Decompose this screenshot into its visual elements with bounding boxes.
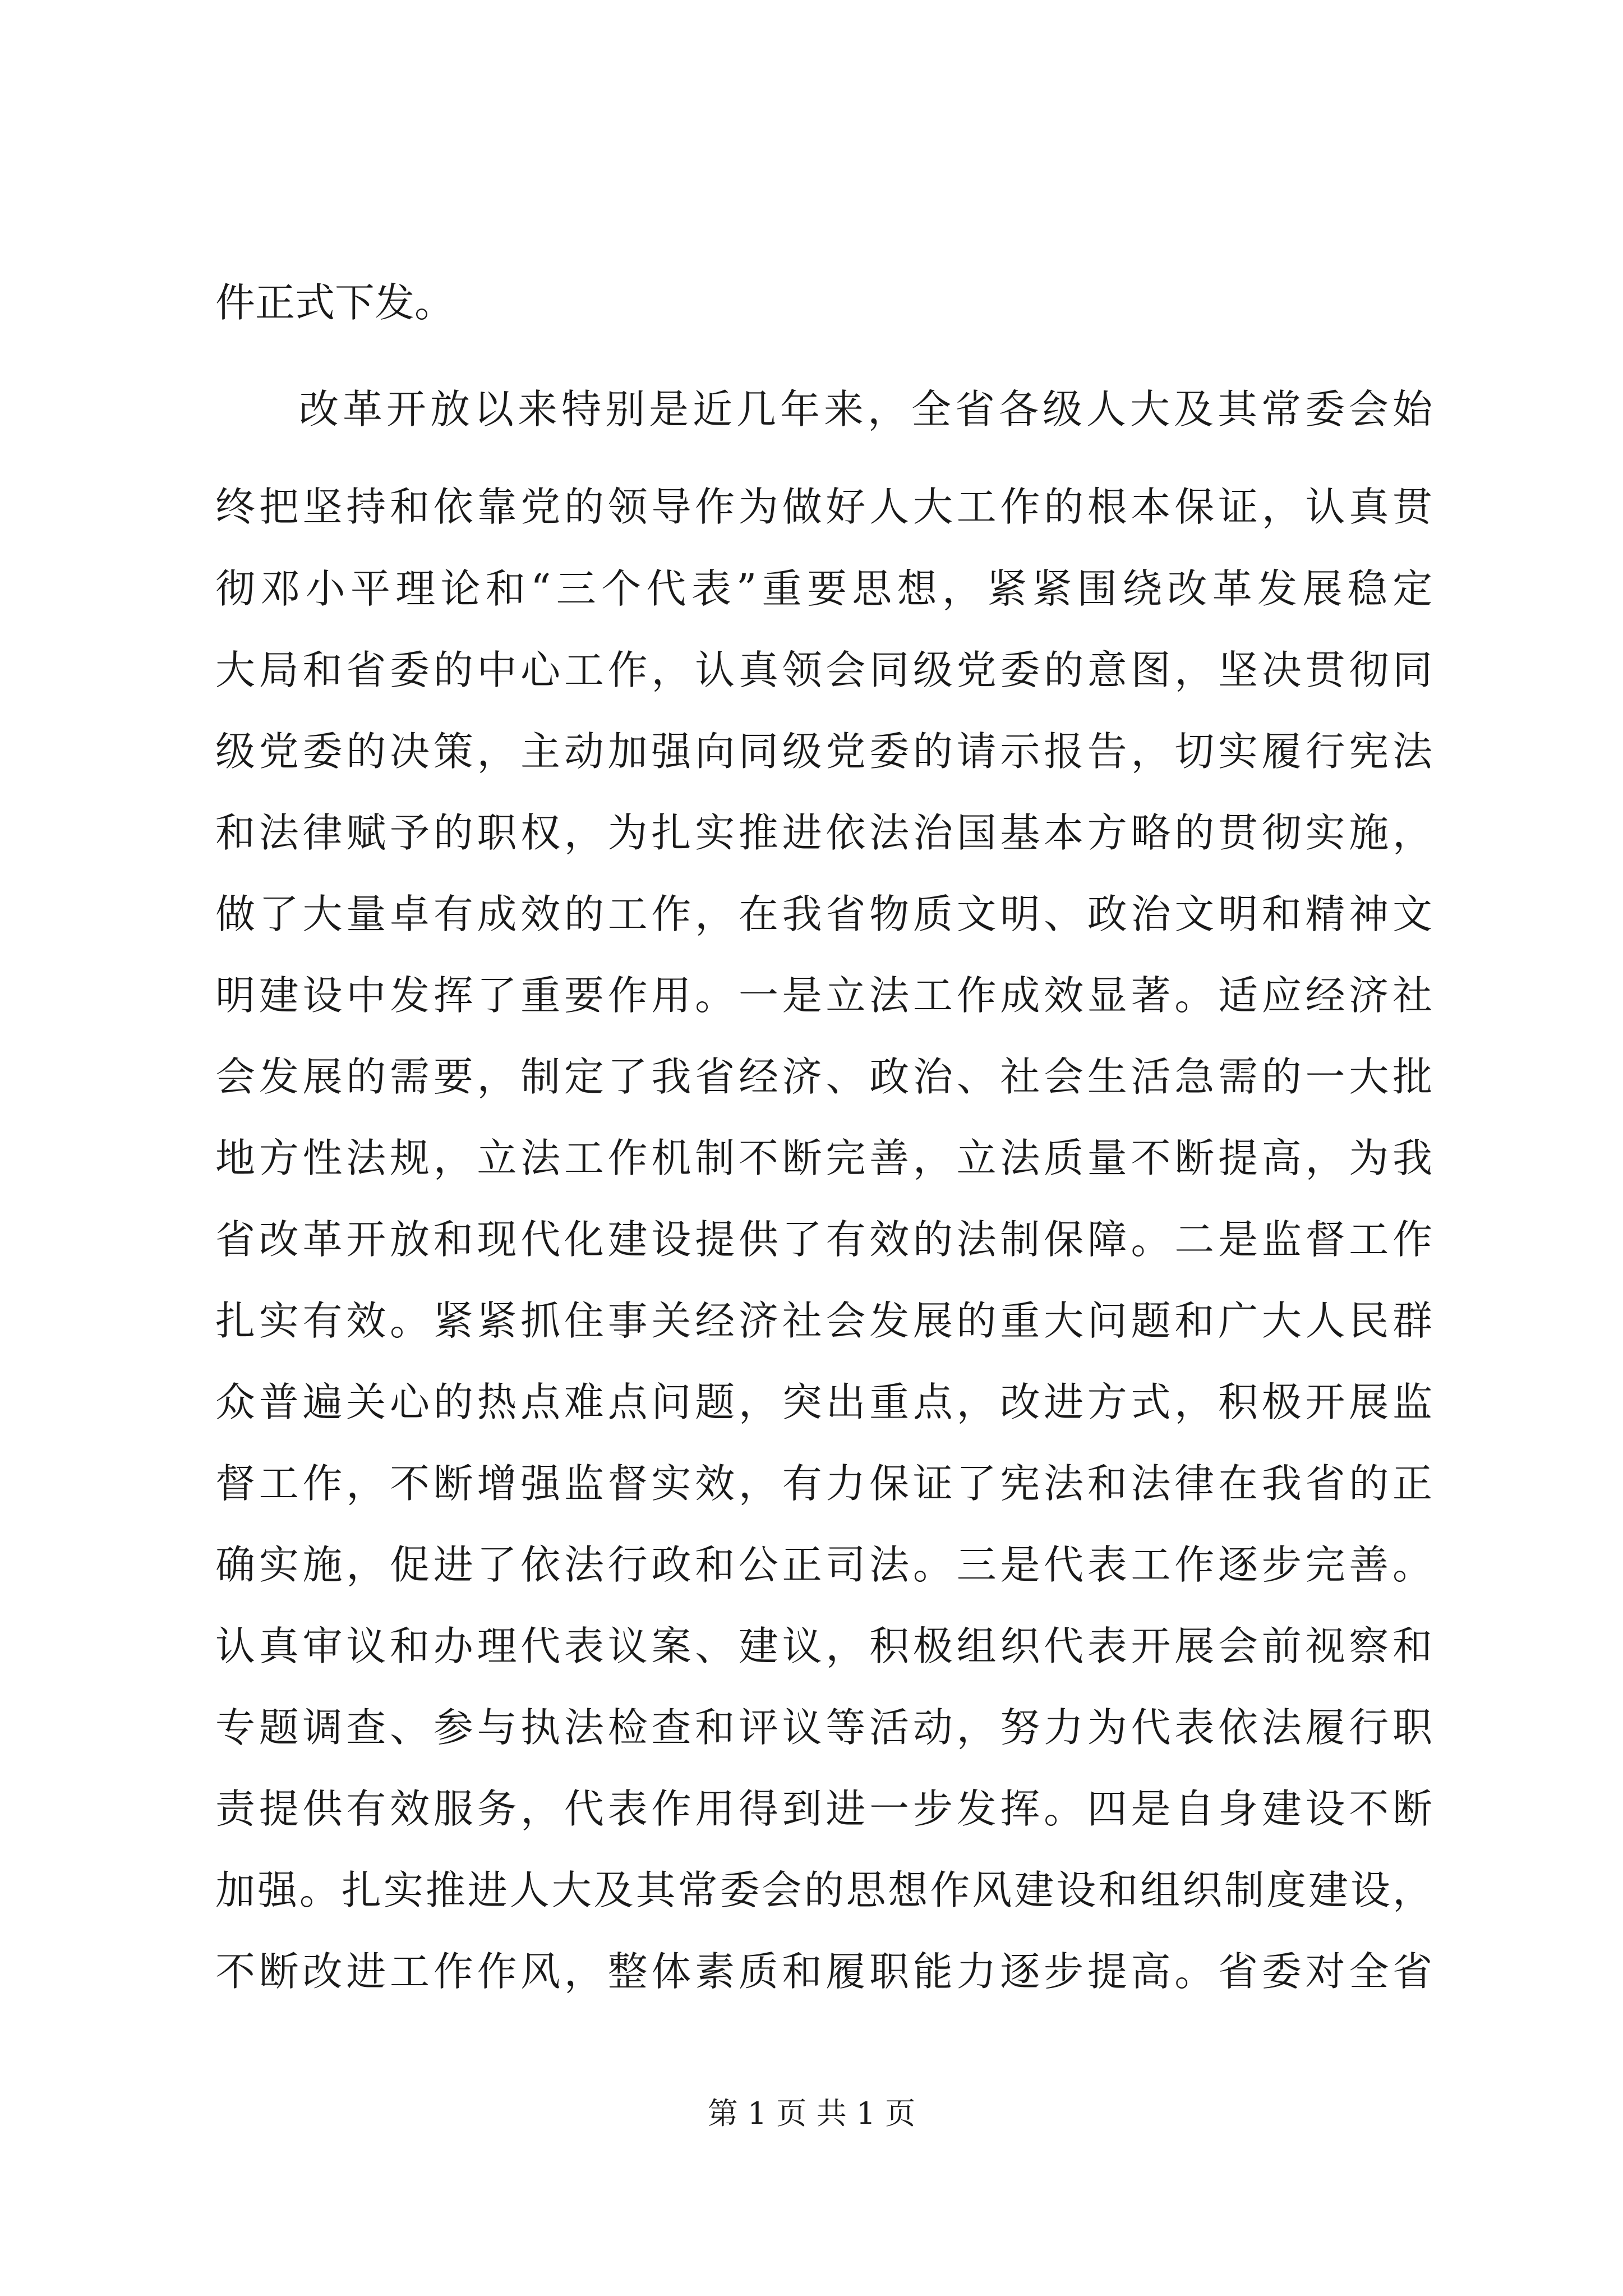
text-line-19: 责提供有效服务，代表作用得到进一步发挥。四是自身建设不断 (215, 1786, 1432, 1832)
text-line-17: 认真审议和办理代表议案、建议，积极组织代表开展会前视察和 (215, 1623, 1432, 1669)
text-line-14: 众普遍关心的热点难点问题，突出重点，改进方式，积极开展监 (215, 1379, 1432, 1425)
text-line-5: 大局和省委的中心工作，认真领会同级党委的意图，坚决贯彻同 (215, 647, 1432, 693)
text-line-15: 督工作，不断增强监督实效，有力保证了宪法和法律在我省的正 (215, 1460, 1432, 1507)
text-line-21: 不断改进工作作风，整体素质和履职能力逐步提高。省委对全省 (215, 1948, 1432, 1995)
text-line-16: 确实施，促进了依法行政和公正司法。三是代表工作逐步完善。 (215, 1542, 1432, 1588)
text-line-10: 会发展的需要，制定了我省经济、政治、社会生活急需的一大批 (215, 1053, 1432, 1100)
text-line-4: 彻邓小平理论和“三个代表”重要思想，紧紧围绕改革发展稳定 (215, 565, 1432, 612)
text-line-18: 专题调查、参与执法检查和评议等活动，努力为代表依法履行职 (215, 1704, 1432, 1751)
text-line-12: 省改革开放和现代化建设提供了有效的法制保障。二是监督工作 (215, 1216, 1432, 1263)
text-line-6: 级党委的决策，主动加强向同级党委的请示报告，切实履行宪法 (215, 728, 1432, 775)
text-line-8: 做了大量卓有成效的工作，在我省物质文明、政治文明和精神文 (215, 891, 1432, 937)
text-line-9: 明建设中发挥了重要作用。一是立法工作成效显著。适应经济社 (215, 972, 1432, 1019)
text-line-7: 和法律赋予的职权，为扎实推进依法治国基本方略的贯彻实施， (215, 809, 1432, 856)
text-line-11: 地方性法规，立法工作机制不断完善，立法质量不断提高，为我 (215, 1135, 1432, 1181)
text-line-13: 扎实有效。紧紧抓住事关经济社会发展的重大问题和广大人民群 (215, 1297, 1432, 1344)
text-line-1: 件正式下发。 (215, 279, 455, 326)
page-number-footer: 第 1 页 共 1 页 (707, 2096, 916, 2131)
text-line-20: 加强。扎实推进人大及其常委会的思想作风建设和组织制度建设， (215, 1867, 1432, 1913)
text-line-2: 改革开放以来特别是近几年来，全省各级人大及其常委会始 (299, 386, 1432, 432)
text-line-3: 终把坚持和依靠党的领导作为做好人大工作的根本保证，认真贯 (215, 484, 1432, 530)
